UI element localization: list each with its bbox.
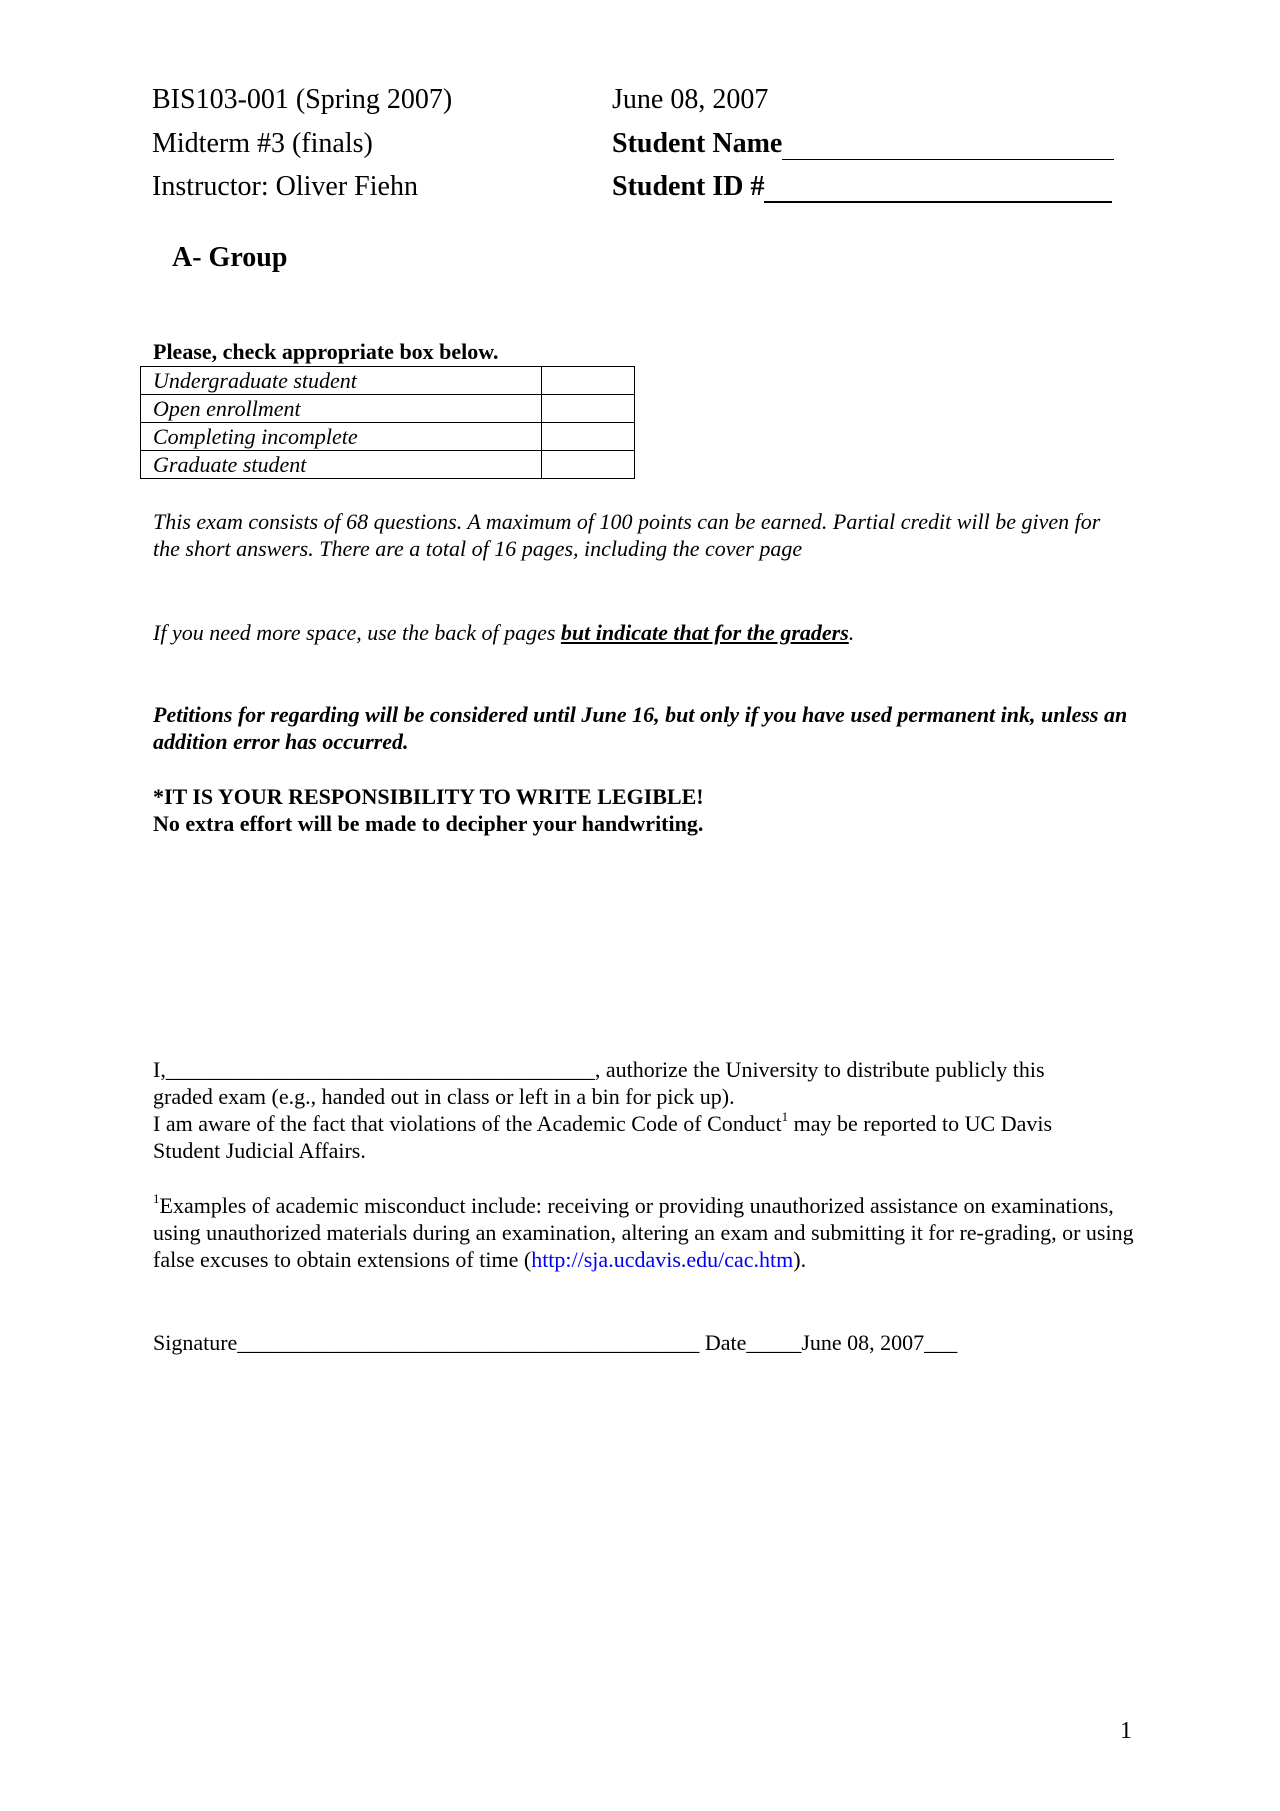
petition-paragraph: Petitions for regarding will be considered until June 16, but only if you have used permanent ink, unless an addition error has occurred. (153, 702, 1128, 754)
student-id-row (612, 171, 1112, 203)
space-note-emphasis: but indicate that for the graders (560, 620, 849, 645)
status-option-label: Open enrollment (141, 395, 542, 423)
status-checkbox[interactable] (542, 367, 635, 395)
authorization-name-blank[interactable]: _______________________________________ (165, 1057, 595, 1082)
footnote-paragraph (153, 1192, 1138, 1273)
space-note-period: . (848, 620, 855, 645)
date-value: June 08, 2007 (801, 1330, 925, 1355)
course-title: BIS103-001 (Spring 2007) (152, 84, 453, 115)
status-box-title: Please, check appropriate box below. (153, 339, 499, 364)
student-name-row (612, 128, 1114, 160)
student-id-field[interactable] (764, 175, 1112, 203)
status-option-label: Undergraduate student (141, 367, 542, 395)
status-row (141, 423, 635, 451)
exam-info-paragraph: This exam consists of 68 questions. A maximum of 100 points can be earned. Partial credit will be given for the short answers. There are a total of 16 pages, including the cover page (153, 509, 1101, 561)
exam-date: June 08, 2007 (612, 84, 769, 115)
date-label: Date (704, 1330, 747, 1355)
footnote-marker: 1 (781, 1109, 789, 1124)
signature-label: Signature (153, 1330, 238, 1355)
conduct-text-rest: may be reported to UC Davis (788, 1111, 1053, 1136)
footnote-mark: 1 (153, 1191, 160, 1206)
signature-line[interactable]: __________________________________________ (237, 1330, 700, 1355)
space-note-text: If you need more space, use the back of pages (153, 620, 561, 645)
date-line-post: ___ (924, 1330, 958, 1355)
handwriting-note: No extra effort will be made to decipher your handwriting. (153, 811, 704, 836)
student-name-field[interactable] (782, 133, 1114, 160)
authorization-line-4: Student Judicial Affairs. (153, 1138, 366, 1163)
instructor-name: Instructor: Oliver Fiehn (152, 171, 418, 202)
student-name-label: Student Name (612, 128, 783, 159)
authorization-text: , authorize the University to distribute publicly this (594, 1057, 1045, 1082)
space-note-paragraph (153, 619, 1113, 646)
status-row (141, 367, 635, 395)
status-checkbox[interactable] (542, 423, 635, 451)
footnote-text: Examples of academic misconduct include: receiving or providing unauthorized assistance on examinations, using unauthorized materials during an examination, altering an exam and submitting it for re-grading, or using false excuses to obtain extensions of time ( (153, 1193, 1134, 1272)
legibility-warning: *IT IS YOUR RESPONSIBILITY TO WRITE LEGIBLE! (153, 784, 704, 809)
authorization-line-3 (153, 1110, 1052, 1137)
status-option-label: Completing incomplete (141, 423, 542, 451)
exam-title: Midterm #3 (finals) (152, 128, 373, 159)
conduct-text: I am aware of the fact that violations of the Academic Code of Conduct (153, 1111, 782, 1136)
authorization-line-1 (153, 1056, 1045, 1083)
signature-row (153, 1329, 957, 1356)
status-checkbox[interactable] (542, 395, 635, 423)
status-checkbox[interactable] (542, 451, 635, 479)
conduct-link[interactable]: http://sja.ucdavis.edu/cac.htm (531, 1247, 794, 1272)
status-option-label: Graduate student (141, 451, 542, 479)
group-title: A- Group (172, 242, 288, 273)
page-number: 1 (1120, 1718, 1132, 1744)
status-row (141, 395, 635, 423)
authorization-prefix: I, (153, 1057, 166, 1082)
status-table (140, 366, 635, 479)
status-row (141, 451, 635, 479)
authorization-line-2: graded exam (e.g., handed out in class or left in a bin for pick up). (153, 1084, 735, 1109)
student-id-label: Student ID # (612, 171, 765, 202)
date-line-pre: _____ (746, 1330, 802, 1355)
footnote-close: ). (793, 1247, 807, 1272)
